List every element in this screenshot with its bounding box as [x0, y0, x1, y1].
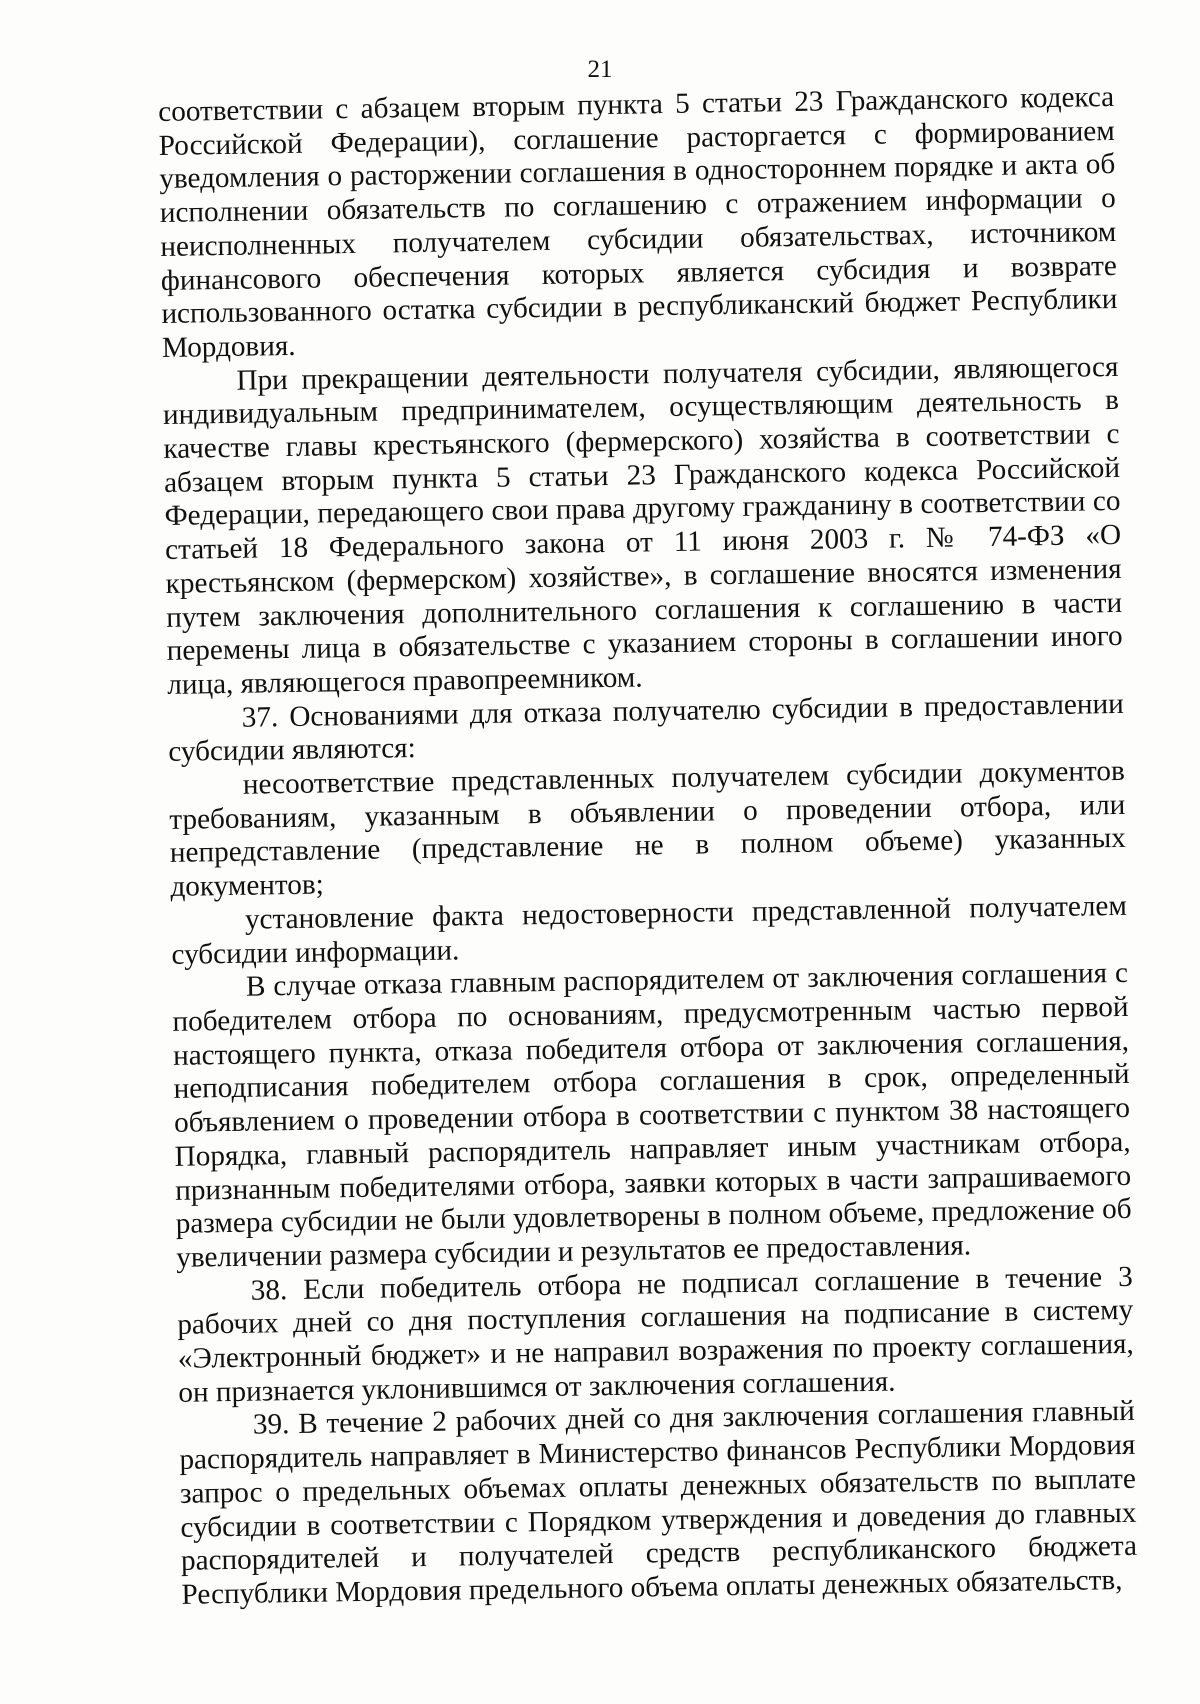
document-body	[158, 81, 1138, 1612]
paragraph-item-39: 39. В течение 2 рабочих дней со дня заключения соглашения главный распорядитель направляет в Министерство финансов Республики Мордовия запрос о предельных объемах оплаты денежных обязательств по выплате субсидии в соответствии с Порядком утверждения и доведения до главных распорядителей и получателей средств республиканского бюджета Республики Мордовия предельного объема оплаты денежных обязательств,	[179, 1395, 1138, 1611]
paragraph-item-37: 37. Основаниями для отказа получателю субсидии в предоставлении субсидии являются:	[168, 687, 1124, 769]
paragraph-refusal-case: В случае отказа главным распорядителем от заключения соглашения с победителем отбора по основаниям, предусмотренным частью первой настоящего пункта, отказа победителя отбора от заключения соглашения, неподписания победителем отбора соглашения в срок, определенный объявлением о проведении отбора в соответствии с пунктом 38 настоящего Порядка, главный распорядитель направляет иным участникам отбора, признанным победителями отбора, заявки которых в части запрашиваемого размера субсидии не были удовлетворены в полном объеме, предложение об увеличении размера субсидии и результатов ее предоставления.	[172, 957, 1132, 1274]
paragraph-continuation: соответствии с абзацем вторым пункта 5 статьи 23 Гражданского кодекса Российской Федерации), соглашение расторгается с формированием уведомления о расторжении соглашения в одностороннем порядке и акта об исполнении обязательств по соглашению с отражением информации о неисполненных получателем субсидии обязательствах, источником финансового обеспечения которых является субсидия и возврате использованного остатка субсидии в республиканский бюджет Республики Мордовия.	[158, 80, 1118, 364]
paragraph-refusal-reason-1: несоответствие представленных получателем субсидии документов требованиям, указанным в объявлении о проведении отбора, или непредставление (представление не в полном объеме) указанных документов;	[169, 754, 1127, 904]
paragraph-termination-of-activity: При прекращении деятельности получателя субсидии, являющегося индивидуальным предпринимателем, осуществляющим деятельность в качестве главы крестьянского (фермерского) хозяйства в соответствии с абзацем вторым пункта 5 статьи 23 Гражданского кодекса Российской Федерации, передающего свои права другому гражданину в соответствии со статьей 18 Федерального закона от 11 июня 2003 г. № 74-ФЗ «О крестьянском (фермерском) хозяйстве», в соглашение вносятся изменения путем заключения дополнительного соглашения к соглашению в части перемены лица в обязательстве с указанием стороны в соглашении иного лица, являющегося правопреемником.	[162, 350, 1123, 701]
page-number: 21	[587, 56, 613, 83]
paragraph-refusal-reason-2: установление факта недостоверности представленной получателем субсидии информации.	[171, 889, 1128, 971]
paragraph-item-38: 38. Если победитель отбора не подписал соглашение в течение 3 рабочих дней со дня поступления соглашения на подписание в систему «Электронный бюджет» и не направил возражения по проекту соглашения, он признается уклонившимся от заключения соглашения.	[177, 1260, 1134, 1409]
